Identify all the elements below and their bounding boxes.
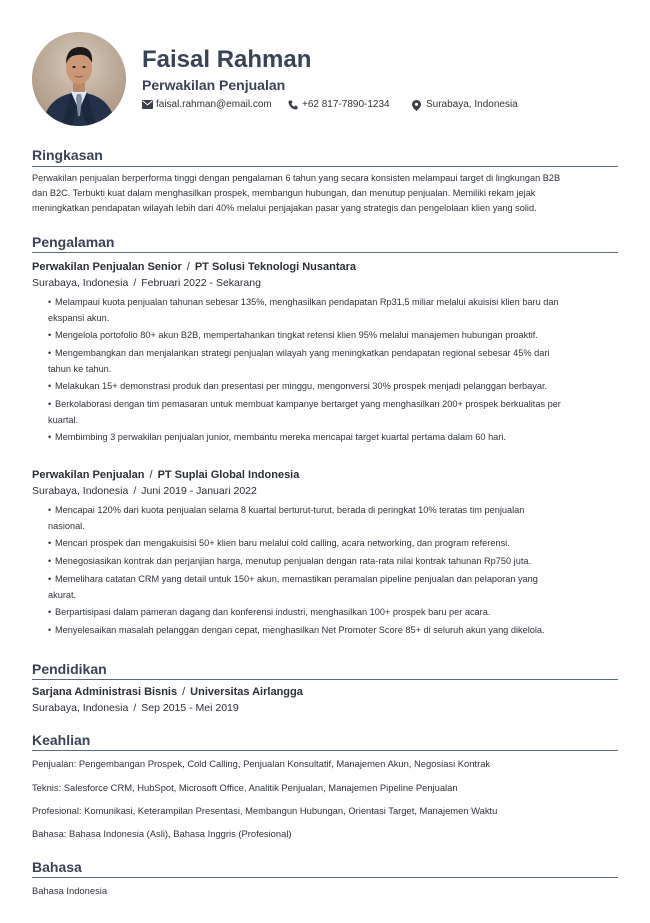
bullet-dot: • [48, 538, 52, 548]
avatar [32, 32, 126, 126]
section-heading-summary: Ringkasan [32, 147, 103, 163]
bullet-dot: • [48, 330, 52, 340]
job-bullet: • Memelihara catatan CRM yang detail untuk 150+ akun, memastikan peramalan pipeline penjualan dan pelaporan yang akurat. [48, 571, 618, 603]
job-bullet: • Melakukan 15+ demonstrasi produk dan presentasi per minggu, mengonversi 30% prospek menjadi pelanggan berbayar. [48, 378, 618, 394]
profile-photo [32, 32, 126, 126]
bullet-dot: • [48, 399, 52, 409]
skill-line: Penjualan: Pengembangan Prospek, Cold Calling, Penjualan Konsultatif, Manajemen Akun, Negosiasi Kontrak [32, 758, 491, 769]
job-bullet: • Berpartisipasi dalam pameran dagang dan konferensi industri, menghasilkan 100+ prospek baru per acara. [48, 604, 618, 620]
job-company: PT Suplai Global Indonesia [157, 469, 300, 481]
phone-text: +62 817-7890-1234 [302, 99, 390, 110]
job-company: PT Solusi Teknologi Nusantara [194, 261, 356, 273]
bullet-dot: • [48, 574, 52, 584]
candidate-name: Faisal Rahman [142, 46, 312, 73]
job-bullet: • Mencapai 120% dari kuota penjualan selama 8 kuartal berturut-turut, berada di peringkat 10% teratas tim penjualan nasional. [48, 502, 618, 534]
section-divider [32, 166, 618, 167]
job-role: Perwakilan Penjualan Senior [32, 261, 182, 273]
job-dates: Juni 2019 - Januari 2022 [141, 485, 257, 497]
summary-text [32, 171, 618, 216]
summary-line: dan B2C. Terbukti kuat dalam menghasilkan prospek, membangun hubungan, dan menutup penjualan. Memiliki rekam jejak [32, 188, 536, 198]
separator: / [133, 702, 137, 714]
job-dates: Februari 2022 - Sekarang [141, 277, 261, 289]
section-heading-experience: Pengalaman [32, 234, 115, 250]
language-item: Bahasa Indonesia [32, 885, 108, 896]
section-divider [32, 679, 618, 680]
bullet-dot: • [48, 505, 52, 515]
bullet-dot: • [48, 381, 52, 391]
job-bullet: • Membimbing 3 perwakilan penjualan junior, membantu mereka mencapai target kuartal pertama dalam 60 hari. [48, 429, 618, 445]
bullet-dot: • [48, 348, 52, 358]
job-bullet: • Berkolaborasi dengan tim pemasaran untuk membuat kampanye bertarget yang menghasilkan 200+ prospek berkualitas per kuartal. [48, 396, 618, 428]
section-heading-languages: Bahasa [32, 859, 82, 875]
separator: / [149, 469, 153, 481]
location-pin-icon [412, 100, 421, 111]
education-meta-line [32, 702, 239, 714]
bullet-dot: • [48, 556, 52, 566]
separator: / [186, 261, 190, 273]
bullet-dot: • [48, 432, 52, 442]
bullet-dot: • [48, 607, 52, 617]
job-bullet: • Mencari prospek dan mengakuisisi 50+ klien baru melalui cold calling, acara networking, dan program referensi. [48, 535, 618, 551]
summary-line: Perwakilan penjualan berperforma tinggi dengan pengalaman 6 tahun yang secara konsisten melampaui target di lingkungan B2B [32, 173, 561, 183]
job-title-line [32, 261, 356, 273]
job-bullet: • Menegosiasikan kontrak dan perjanjian harga, menutup penjualan dengan rata-rata nilai kontrak tahunan Rp750 juta. [48, 553, 618, 569]
job-location: Surabaya, Indonesia [32, 485, 129, 497]
job-bullet: • Mengembangkan dan menjalankan strategi penjualan wilayah yang meningkatkan pendapatan regional sebesar 45% dari tahun ke tahun. [48, 345, 618, 377]
job-bullet: • Melampaui kuota penjualan tahunan sebesar 135%, menghasilkan pendapatan Rp31,5 miliar melalui akuisisi klien baru dan ekspansi akun. [48, 294, 618, 326]
separator: / [182, 686, 186, 698]
skill-line: Bahasa: Bahasa Indonesia (Asli), Bahasa Inggris (Profesional) [32, 828, 292, 839]
skill-line: Profesional: Komunikasi, Keterampilan Presentasi, Membangun Hubungan, Orientasi Target, Manajemen Waktu [32, 805, 498, 816]
education-location: Surabaya, Indonesia [32, 702, 129, 714]
separator: / [133, 277, 137, 289]
skill-line: Teknis: Salesforce CRM, HubSpot, Microsoft Office, Analitik Penjualan, Manajemen Pipeline Penjualan [32, 782, 458, 793]
separator: / [133, 485, 137, 497]
location-text: Surabaya, Indonesia [426, 99, 518, 110]
candidate-title: Perwakilan Penjualan [142, 77, 286, 93]
summary-line: meningkatkan pendapatan wilayah lebih dari 40% melalui penjajakan pasar yang strategis dan pengelolaan klien yang solid. [32, 203, 537, 213]
job-meta-line [32, 485, 257, 497]
degree: Sarjana Administrasi Bisnis [32, 686, 178, 698]
job-location: Surabaya, Indonesia [32, 277, 129, 289]
section-heading-skills: Keahlian [32, 732, 91, 748]
email-icon [142, 100, 153, 109]
job-role: Perwakilan Penjualan [32, 469, 145, 481]
resume-header [32, 32, 618, 126]
section-heading-education: Pendidikan [32, 661, 107, 677]
bullet-dot: • [48, 297, 52, 307]
job-bullet: • Mengelola portofolio 80+ akun B2B, mempertahankan tingkat retensi klien 95% melalui manajemen hubungan proaktif. [48, 327, 618, 343]
school: Universitas Airlangga [190, 686, 303, 698]
education-dates: Sep 2015 - Mei 2019 [141, 702, 239, 714]
section-divider [32, 877, 618, 878]
job-meta-line [32, 277, 261, 289]
email-text: faisal.rahman@email.com [156, 99, 272, 110]
education-title-line [32, 686, 303, 698]
section-divider [32, 750, 618, 751]
phone-icon [288, 100, 298, 110]
section-divider [32, 252, 618, 253]
job-bullet: • Menyelesaikan masalah pelanggan dengan cepat, menghasilkan Net Promoter Score 85+ di seluruh akun yang dikelola. [48, 622, 618, 638]
bullet-dot: • [48, 625, 52, 635]
job-title-line [32, 469, 299, 481]
